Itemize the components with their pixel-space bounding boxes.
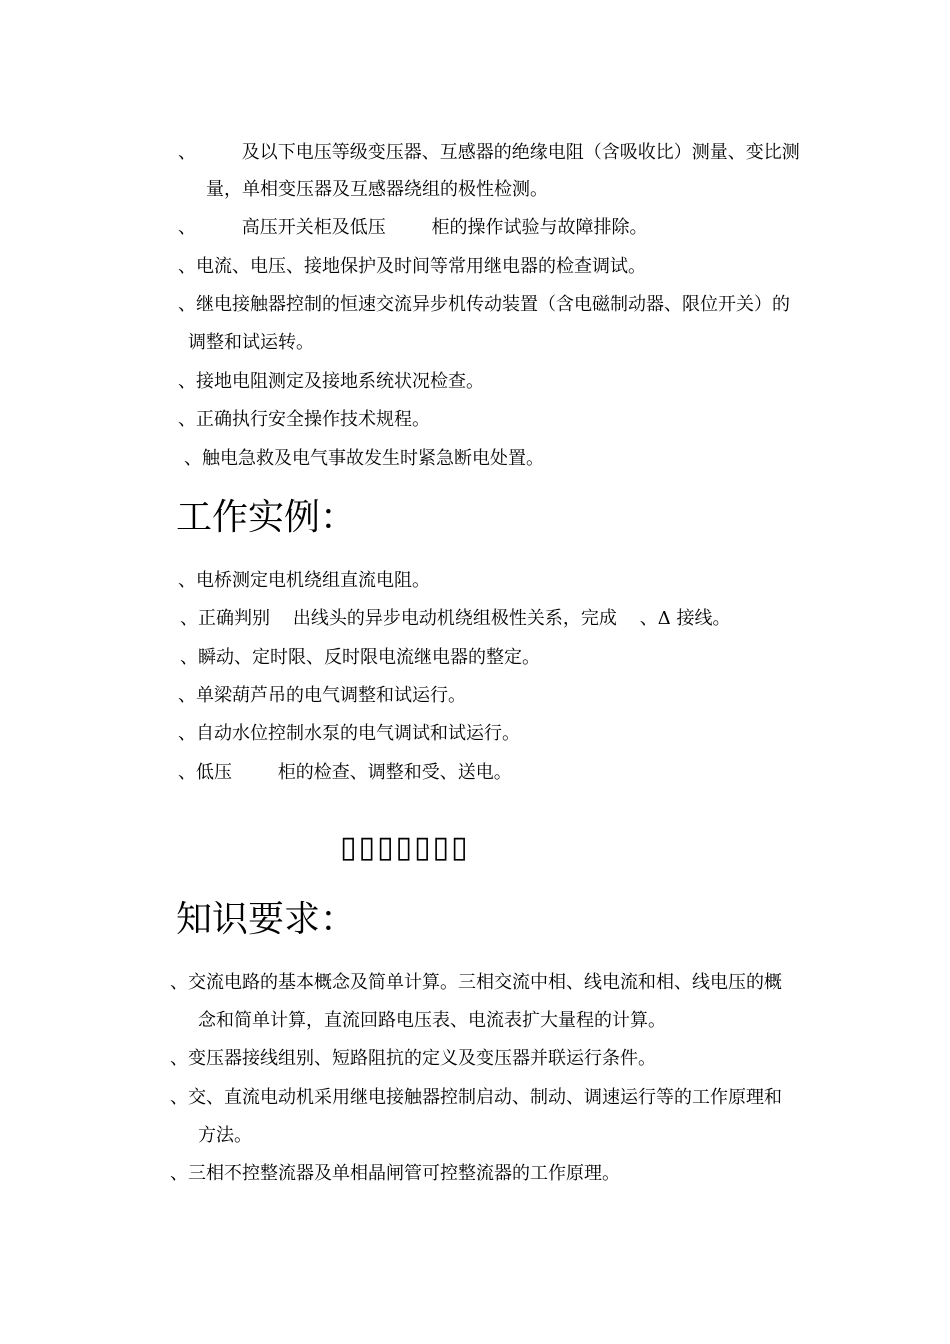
- work-example-5: 、自动水位控制水泵的电气调试和试运行。: [178, 723, 520, 744]
- work-example-2: 、正确判别 出线头的异步电动机绕组极性关系，完成 、Δ 接线。: [180, 608, 731, 629]
- skill-item-1: 、 及以下电压等级变压器、互感器的绝缘电阻（含吸收比）测量、变比测: [178, 142, 800, 163]
- skill-item-4: 、继电接触器控制的恒速交流异步机传动装置（含电磁制动器、限位开关）的: [178, 294, 790, 315]
- heading-work-examples: 工作实例：: [176, 497, 357, 538]
- skill-item-7: 、触电急救及电气事故发生时紧急断电处置。: [184, 448, 544, 469]
- knowledge-item-2: 、变压器接线组别、短路阻抗的定义及变压器并联运行条件。: [170, 1048, 656, 1069]
- knowledge-item-1: 、交流电路的基本概念及简单计算。三相交流中相、线电流和相、线电压的概: [170, 972, 782, 993]
- skill-item-2: 、 高压开关柜及低压 柜的操作试验与故障排除。: [178, 217, 648, 238]
- garbled-section-title: ▯▯▯▯▯▯▯: [340, 830, 470, 865]
- knowledge-item-3: 、交、直流电动机采用继电接触器控制启动、制动、调速运行等的工作原理和: [170, 1087, 782, 1108]
- skill-item-6: 、正确执行安全操作技术规程。: [178, 409, 430, 430]
- knowledge-item-4: 、三相不控整流器及单相晶闸管可控整流器的工作原理。: [170, 1163, 620, 1184]
- work-example-1: 、电桥测定电机绕组直流电阻。: [178, 570, 430, 591]
- work-example-3: 、瞬动、定时限、反时限电流继电器的整定。: [180, 647, 540, 668]
- skill-item-5: 、接地电阻测定及接地系统状况检查。: [178, 371, 484, 392]
- work-example-4: 、单梁葫芦吊的电气调整和试运行。: [178, 685, 466, 706]
- skill-item-3: 、电流、电压、接地保护及时间等常用继电器的检查调试。: [178, 256, 646, 277]
- skill-item-1-cont: 量，单相变压器及互感器绕组的极性检测。: [206, 179, 548, 200]
- work-example-6: 、低压 柜的检查、调整和受、送电。: [178, 762, 512, 783]
- knowledge-item-1-cont: 念和简单计算，直流回路电压表、电流表扩大量程的计算。: [198, 1010, 666, 1031]
- knowledge-item-3-cont: 方法。: [198, 1125, 252, 1146]
- skill-item-4-cont: 调整和试运转。: [188, 332, 314, 353]
- heading-knowledge-requirements: 知识要求：: [176, 899, 357, 940]
